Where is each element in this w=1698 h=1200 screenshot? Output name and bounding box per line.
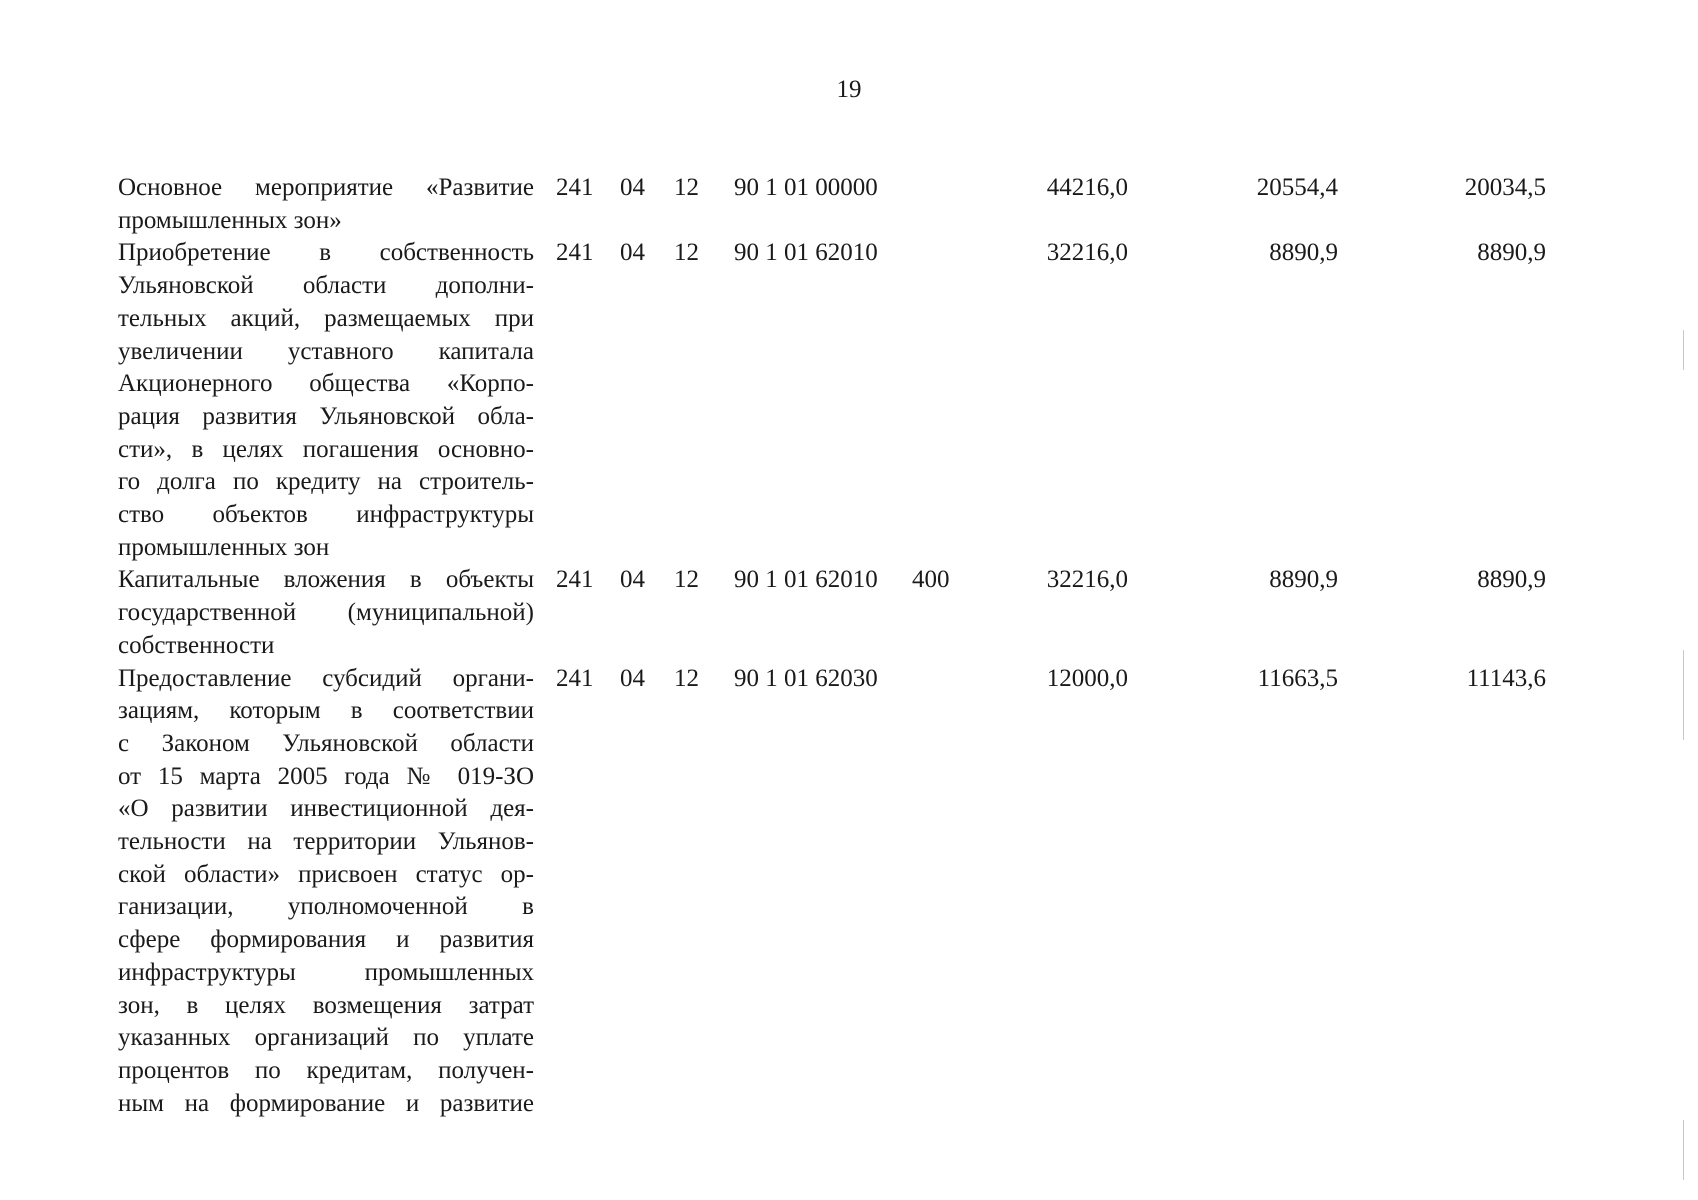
row-name-line: сфере формирования и развития	[118, 926, 534, 954]
row-name	[118, 564, 534, 662]
scan-edge-line	[1683, 330, 1684, 370]
row-name-line: ской области» присвоен статус ор-	[118, 860, 534, 888]
row-name-line: государственной (муниципальной)	[118, 599, 534, 627]
row-name-line: процентов по кредитам, получен-	[118, 1056, 534, 1084]
cell-grbs: 241	[556, 174, 594, 201]
row-name	[118, 663, 534, 1121]
page-number: 19	[836, 76, 862, 103]
cell-year1: 32216,0	[1046, 566, 1128, 594]
row-name-line: Акционерного общества «Корпо-	[118, 370, 534, 398]
cell-csr: 90 1 01 00000	[734, 174, 878, 201]
scan-edge-line	[1683, 650, 1684, 740]
row-name-line: рация развития Ульяновской обла-	[118, 402, 534, 430]
row-name-line: промышленных зон	[118, 533, 330, 561]
cell-csr: 90 1 01 62030	[734, 664, 878, 692]
cell-pr: 12	[674, 566, 699, 594]
cell-rz: 04	[620, 174, 645, 201]
row-name-line: зациям, которым в соответствии	[118, 697, 534, 725]
row-name-line: Приобретение в собственность	[118, 239, 534, 267]
row-name-line: «О развитии инвестиционной дея-	[118, 795, 534, 823]
row-name-line: Основное мероприятие «Развитие	[118, 174, 534, 201]
row-name	[118, 172, 534, 237]
cell-year2: 20554,4	[1256, 174, 1338, 201]
row-name-line: промышленных зон»	[118, 206, 342, 234]
row-name-line: собственности	[118, 631, 275, 659]
cell-year1: 44216,0	[1046, 174, 1128, 201]
budget-table	[118, 172, 1578, 1120]
row-name-line: указанных организаций по уплате	[118, 1024, 534, 1052]
cell-pr: 12	[674, 174, 699, 201]
table-row	[118, 663, 1578, 1121]
cell-rz: 04	[620, 239, 645, 267]
cell-csr: 90 1 01 62010	[734, 566, 878, 594]
table-row	[118, 172, 1578, 237]
row-name-line: от 15 марта 2005 года № 019-ЗО	[118, 762, 534, 790]
row-name-line: зон, в целях возмещения затрат	[118, 991, 534, 1019]
cell-year3: 8890,9	[1477, 566, 1546, 594]
cell-csr: 90 1 01 62010	[734, 239, 878, 267]
row-name-line: ство объектов инфраструктуры	[118, 501, 534, 529]
cell-year2: 11663,5	[1257, 664, 1338, 692]
row-name-line: го долга по кредиту на строитель-	[118, 468, 534, 496]
cell-rz: 04	[620, 664, 645, 692]
cell-year3: 11143,6	[1466, 664, 1546, 692]
cell-year1: 32216,0	[1046, 239, 1128, 267]
cell-vr: 400	[912, 566, 950, 594]
cell-year2: 8890,9	[1269, 239, 1338, 267]
row-name-line: сти», в целях погашения основно-	[118, 435, 534, 463]
cell-rz: 04	[620, 566, 645, 594]
row-name-line: инфраструктуры промышленных	[118, 958, 534, 986]
cell-year3: 8890,9	[1477, 239, 1546, 267]
table-row	[118, 237, 1578, 564]
row-name-line: ганизации, уполномоченной в	[118, 893, 534, 921]
cell-pr: 12	[674, 664, 699, 692]
cell-year1: 12000,0	[1046, 664, 1128, 692]
cell-grbs: 241	[556, 664, 594, 692]
cell-year3: 20034,5	[1464, 174, 1546, 201]
cell-grbs: 241	[556, 239, 594, 267]
row-name-line: Капитальные вложения в объекты	[118, 566, 534, 594]
row-name-line: с Законом Ульяновской области	[118, 729, 534, 757]
row-name-line: увеличении уставного капитала	[118, 337, 534, 365]
row-name-line: Ульяновской области дополни-	[118, 272, 534, 300]
table-row	[118, 564, 1578, 662]
cell-grbs: 241	[556, 566, 594, 594]
row-name-line: ным на формирование и развитие	[118, 1089, 534, 1117]
row-name-line: тельных акций, размещаемых при	[118, 304, 534, 332]
row-name-line: Предоставление субсидий органи-	[118, 664, 534, 692]
row-name-line: тельности на территории Ульянов-	[118, 828, 534, 856]
scan-edge-line	[1683, 1120, 1684, 1180]
cell-year2: 8890,9	[1269, 566, 1338, 594]
row-name	[118, 237, 534, 564]
cell-pr: 12	[674, 239, 699, 267]
